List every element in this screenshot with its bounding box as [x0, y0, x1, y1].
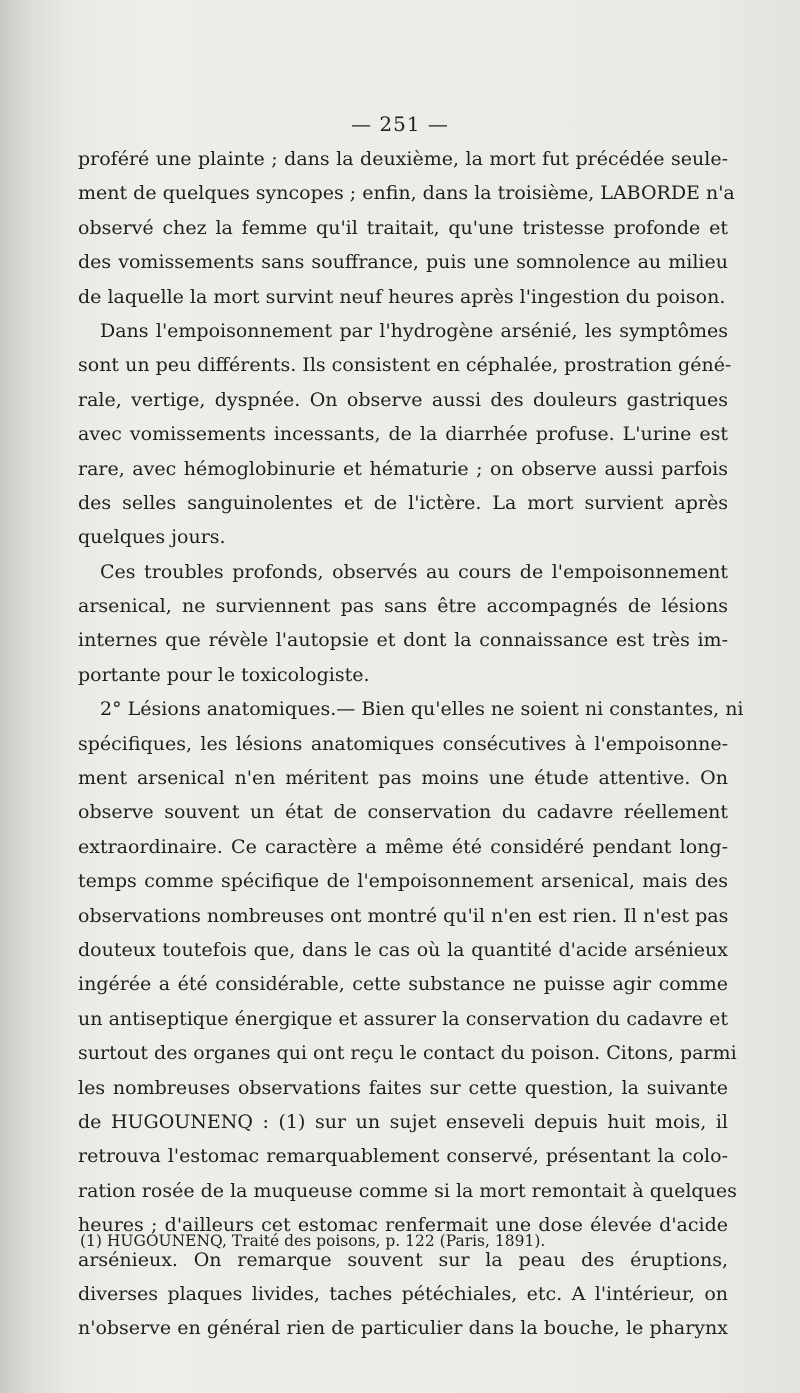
text-line: internes que révèle l'autopsie et dont la connaissance est très im- — [78, 629, 728, 652]
text-line: rale, vertige, dyspnée. On observe aussi des douleurs gastriques — [78, 388, 728, 411]
text-line: observations nombreuses ont montré qu'il n'en est rien. Il n'est pas — [78, 904, 729, 927]
text-line: retrouva l'estomac remarquablement conservé, présentant la colo- — [78, 1145, 728, 1168]
text-line: spécifiques, les lésions anatomiques consécutives à l'empoisonne- — [78, 732, 728, 755]
text-line: ment de quelques syncopes ; enfin, dans la troisième, LABORDE n'a — [78, 182, 735, 205]
text-line: 2° Lésions anatomiques.— Bien qu'elles ne soient ni constantes, ni — [100, 698, 744, 721]
footnote: (1) HUGOUNENQ, Traité des poisons, p. 122 (Paris, 1891). — [80, 1232, 546, 1250]
text-line: n'observe en général rien de particulier dans la bouche, le pharynx — [78, 1317, 728, 1340]
text-line: un antiseptique énergique et assurer la conservation du cadavre et — [78, 1007, 728, 1030]
text-line: Dans l'empoisonnement par l'hydrogène arsénié, les symptômes — [100, 319, 728, 342]
text-line: surtout des organes qui ont reçu le contact du poison. Citons, parmi — [78, 1042, 737, 1065]
text-line: de HUGOUNENQ : (1) sur un sujet enseveli depuis huit mois, il — [78, 1110, 728, 1133]
text-line: sont un peu différents. Ils consistent en céphalée, prostration géné- — [78, 354, 732, 377]
text-line: diverses plaques livides, taches pétéchiales, etc. A l'intérieur, on — [78, 1282, 728, 1305]
text-line: observe souvent un état de conservation du cadavre réellement — [78, 801, 728, 824]
text-line: Ces troubles profonds, observés au cours de l'empoisonnement — [100, 560, 728, 583]
text-line: ration rosée de la muqueuse comme si la mort remontait à quelques — [78, 1179, 737, 1202]
text-line: de laquelle la mort survint neuf heures après l'ingestion du poison. — [78, 285, 726, 308]
text-line: avec vomissements incessants, de la diarrhée profuse. L'urine est — [78, 423, 728, 446]
body-text — [78, 142, 744, 1346]
text-line: proféré une plainte ; dans la deuxième, la mort fut précédée seule- — [78, 148, 728, 170]
text-line: ment arsenical n'en méritent pas moins une étude attentive. On — [78, 767, 728, 790]
text-line: heures ; d'ailleurs cet estomac renfermait une dose élevée d'acide — [78, 1214, 728, 1237]
text-line: temps comme spécifique de l'empoisonnement arsenical, mais des — [78, 870, 728, 893]
page-number: — 251 — — [351, 112, 449, 136]
text-line: des vomissements sans souffrance, puis une somnolence au milieu — [78, 251, 728, 274]
text-line: ingérée a été considérable, cette substance ne puisse agir comme — [78, 973, 728, 996]
text-line: quelques jours. — [78, 526, 226, 549]
text-line: les nombreuses observations faites sur cette question, la suivante — [78, 1076, 728, 1099]
text-line: extraordinaire. Ce caractère a même été considéré pendant long- — [78, 835, 728, 858]
text-line: observé chez la femme qu'il traitait, qu'une tristesse profonde et — [78, 216, 728, 239]
text-line: douteux toutefois que, dans le cas où la quantité d'acide arsénieux — [78, 938, 728, 961]
text-line: arsenical, ne surviennent pas sans être accompagnés de lésions — [78, 595, 728, 618]
text-line: rare, avec hémoglobinurie et hématurie ; on observe aussi parfois — [78, 457, 728, 480]
text-line: portante pour le toxicologiste. — [78, 663, 370, 686]
text-line: arsénieux. On remarque souvent sur la peau des éruptions, — [78, 1248, 728, 1271]
text-line: des selles sanguinolentes et de l'ictère. La mort survient après — [78, 491, 728, 514]
